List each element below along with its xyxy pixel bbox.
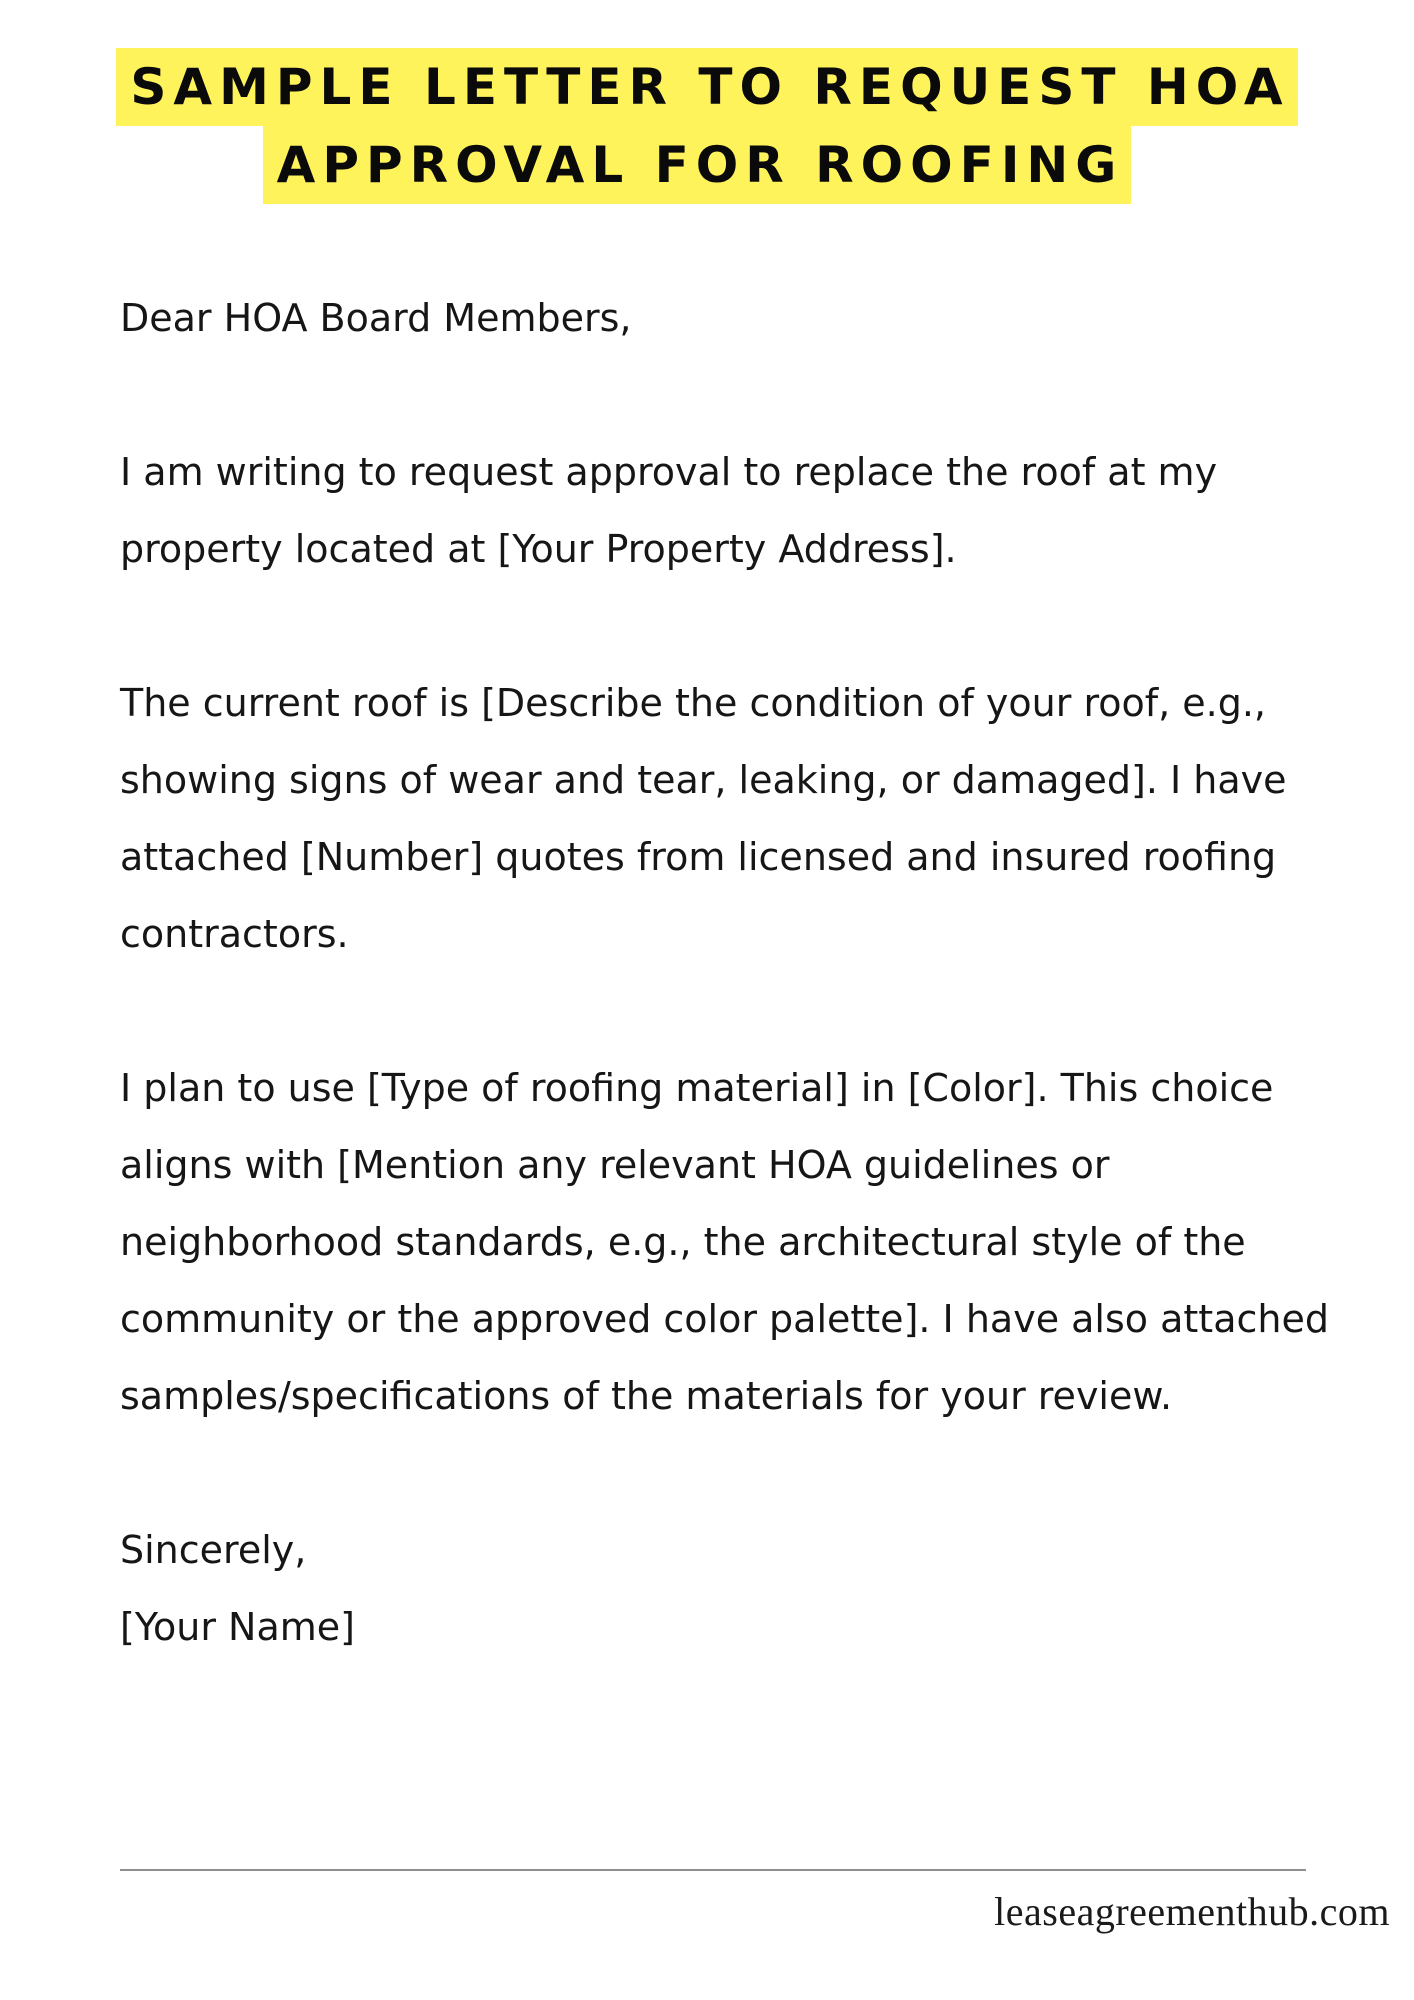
- paragraph-spacer: [120, 357, 1360, 434]
- paragraph-materials: I plan to use [Type of roofing material] in [Color]. This choice aligns with [Mention any relevant HOA guidelines or neighborhood standards, e.g., the architectural style of the community or the approved color palette]. I have also attached samples/specifications of the materials for your review.: [120, 1066, 1329, 1418]
- letter-title: [0, 48, 1414, 204]
- salutation: Dear HOA Board Members,: [120, 296, 632, 340]
- paragraph-roof-condition: The current roof is [Describe the condition of your roof, e.g., showing signs of wear and tear, leaking, or damaged]. I have attached [Number] quotes from licensed and insured roofing contractors.: [120, 681, 1287, 956]
- paragraph-spacer: [120, 973, 1360, 1050]
- footer-divider: [120, 1869, 1306, 1871]
- signature-placeholder: [Your Name]: [120, 1605, 355, 1649]
- paragraph-request: I am writing to request approval to replace the roof at my property located at [Your Property Address].: [120, 450, 1218, 571]
- footer-website: leaseagreementhub.com: [994, 1889, 1390, 1934]
- title-line-2: APPROVAL FOR ROOFING: [263, 126, 1132, 204]
- title-line-1: SAMPLE LETTER TO REQUEST HOA: [116, 48, 1297, 126]
- paragraph-spacer: [120, 588, 1360, 665]
- paragraph-spacer: [120, 1435, 1360, 1512]
- letter-body: [120, 280, 1360, 1666]
- closing: Sincerely,: [120, 1528, 307, 1572]
